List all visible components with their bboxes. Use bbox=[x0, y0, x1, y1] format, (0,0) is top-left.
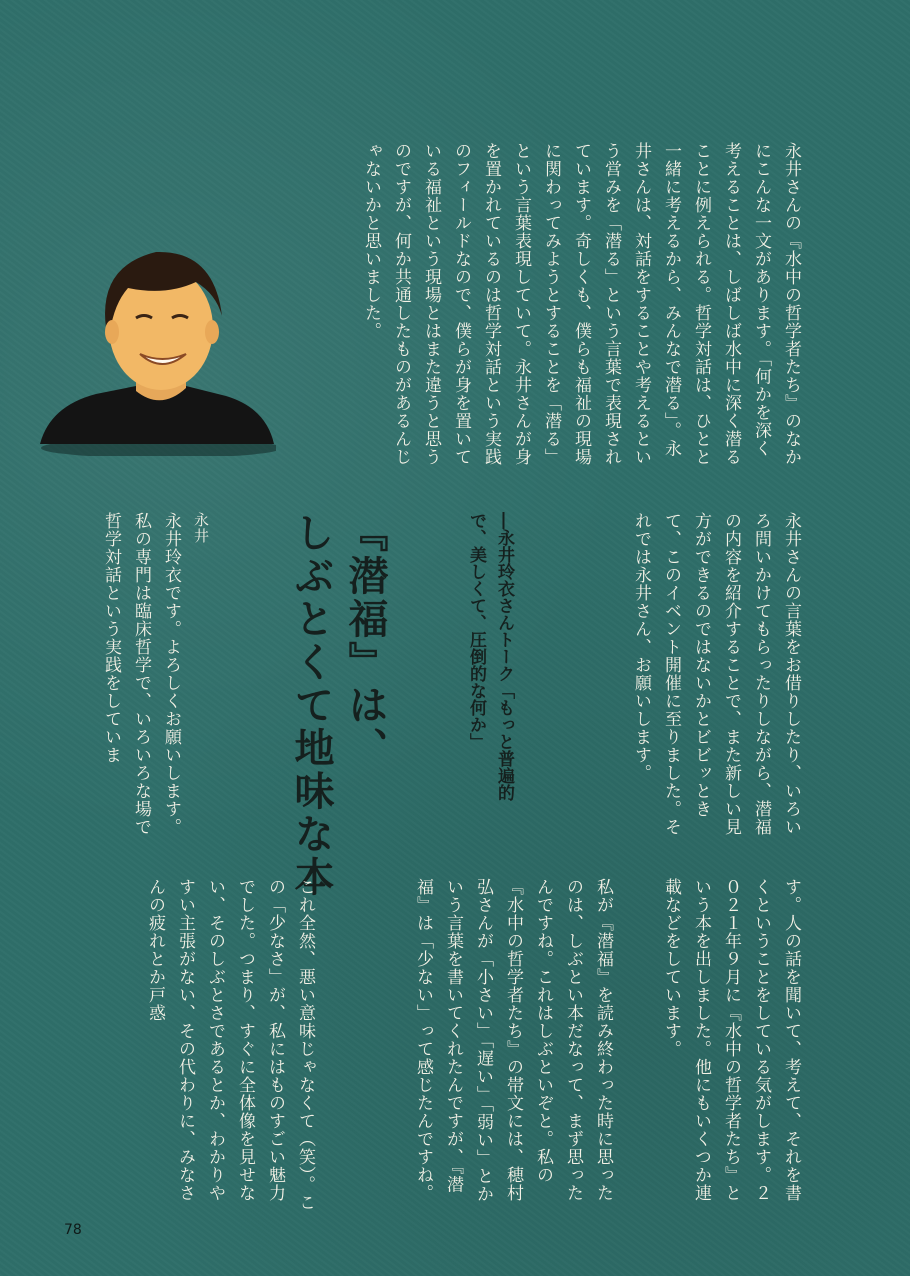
speaker-tag: 永井 bbox=[192, 512, 210, 544]
talk-paragraph-3: 私が『潜福』を読み終わった時に思ったのは、しぶとい本だなって、まず思ったんですね。これはしぶといぞと。私の『水中の哲学者たち』の帯文には、穂村弘さんが「小さい」「遅い」「弱い」とかいう言葉を書いてくれたんですが、『潜福』は「少ない」って感じたんですね。 bbox=[413, 878, 613, 1203]
speaker-portrait-photo bbox=[36, 236, 276, 456]
page-number: 78 bbox=[64, 1222, 82, 1238]
intro-paragraph-2: 永井さんの言葉をお借りしたり、いろいろ問いかけてもらったりしながら、潜福の内容を紹介することで、また新しい見方ができるのではないかとビビッときて、このイベント開催に至りました。それでは永井さん、お願いします。 bbox=[631, 512, 801, 836]
section-title: 『潜福』は、 しぶとくて地味な本 bbox=[288, 512, 389, 899]
talk-paragraph-4: これ全然、悪い意味じゃなくて（笑）。この「少なさ」が、私にはものすごい魅力でした。つまり、すぐに全体像を見せない、そのしぶとさであるとか、わかりやすい主張がない、その代わりに、みなさんの疲れとか戸惑 bbox=[145, 878, 315, 1212]
talk-paragraph-2: す。人の話を聞いて、考えて、それを書くということをしている気がします。２０２１年９月に『水中の哲学者たち』という本を出しました。他にもいくつか連載などをしています。 bbox=[661, 878, 801, 1202]
talk-text-1: 永井玲衣です。よろしくお願いします。私の専門は臨床哲学で、いろいろな場で哲学対話という実践をしていま bbox=[101, 512, 181, 836]
talk-paragraph-1 bbox=[96, 512, 246, 842]
intro-paragraph: 永井さんの『水中の哲学者たち』のなかにこんな一文があります。「何かを深く考えることは、しばしば水中に深く潜ることに例えられる。哲学対話は、ひとと一緒に考えるから、みんなで潜る」。永井さんは、対話をすることや考えるという営みを「潜る」という言葉で表現されています。奇しくも、僕らも福祉の現場に関わってみようとすることを「潜る」という言葉表現していて。永井さんが身を置かれているのは哲学対話という実践のフィールドなので、僕らが身を置いている福祉という現場とはまた違うと思うのですが、何か共通したものがあるんじゃないかと思いました。 bbox=[361, 142, 801, 466]
section-subtitle: ―永井玲衣さんトーク「もっと普遍的 で、美しくて、圧倒的な何か」 bbox=[466, 512, 514, 801]
